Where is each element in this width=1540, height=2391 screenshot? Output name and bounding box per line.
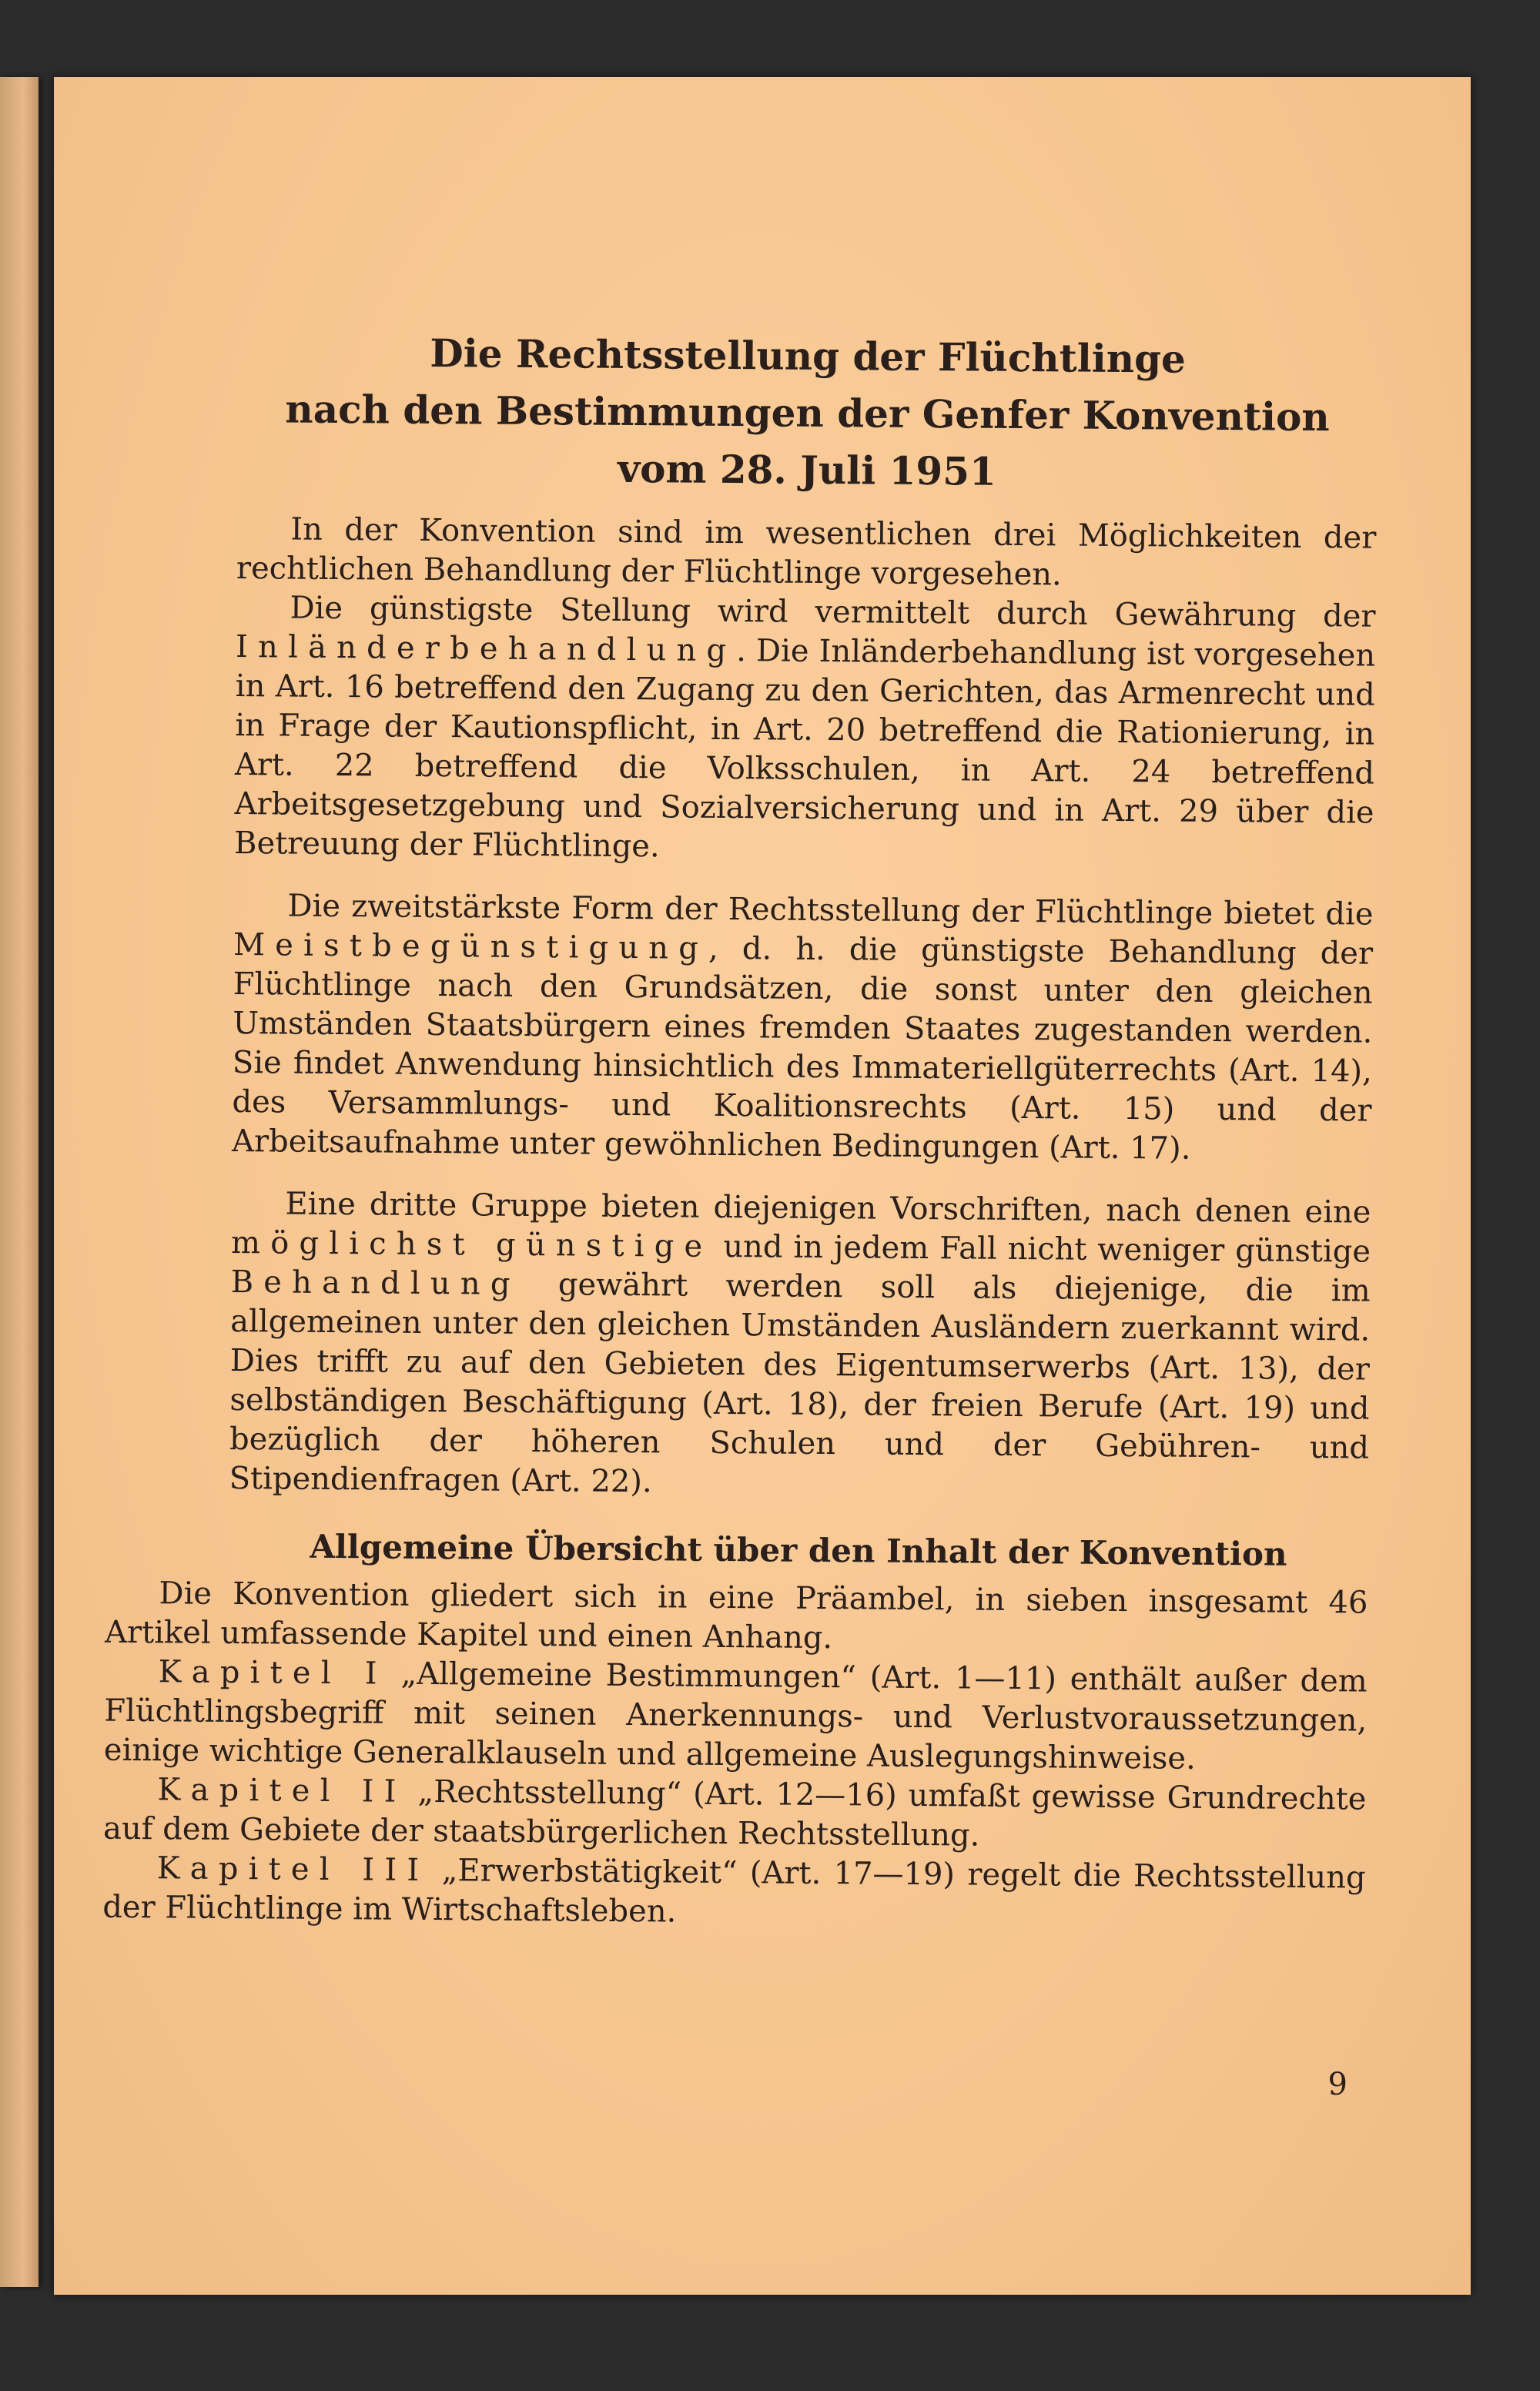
text-segment: „Allgemeine Bestimmungen“ (Art. 1—11) enthält außer dem Flüchtlingsbegriff mit seinen Anerkennungs- und Verlustvoraussetzungen, einige wichtige Generalklauseln und allgemeine Auslegungshinweise.: [103, 1656, 1368, 1777]
spaced-term: Behandlung: [230, 1264, 521, 1302]
page-title: [237, 323, 1378, 504]
text-segment: , d. h. die günstigste Behandlung der Flüchtlinge nach den Grundsätzen, die sonst unter den gleichen Umständen Staatsbürgern eines fremden Staates zugestanden werden. Sie findet Anwendung hinsichtlich des Immateriellgüterrechts (Art. 14), des Versammlungs- und Koalitionsrechts (Art. 15) und der Arbeitsaufnahme unter gewöhnlichen Bedingungen (Art. 17).: [231, 930, 1374, 1167]
title-line-1: Die Rechtsstellung der Flüchtlinge: [430, 330, 1187, 382]
paragraph-meistbeguenstigung: [232, 886, 1374, 1170]
spaced-term: möglichst günstige: [230, 1224, 713, 1264]
page-number: 9: [1327, 2067, 1348, 2102]
text-segment: Die zweitstärkste Form der Rechtsstellung der Flüchtlinge bietet die: [287, 888, 1374, 933]
spaced-term: Kapitel II: [157, 1772, 407, 1810]
title-line-3: vom 28. Juli 1951: [617, 445, 997, 494]
overview-paragraph-kapitel-2: [103, 1770, 1367, 1859]
title-line-2: nach den Bestimmungen der Genfer Konvention: [285, 386, 1330, 440]
overview-paragraph-kapitel-3: [102, 1849, 1366, 1937]
spaced-term: Meistbegünstigung: [233, 926, 709, 966]
book-page: [54, 77, 1471, 2295]
section-heading: Allgemeine Übersicht über den Inhalt der Konvention: [310, 1527, 1287, 1573]
spaced-term: Inländerbehandlung: [235, 628, 737, 669]
paragraph-inlaenderbehandlung: [234, 588, 1376, 872]
text-segment: Die günstigste Stellung wird vermittelt durch Gewährung der: [290, 590, 1376, 635]
text-segment: und in jedem Fall nicht weniger günstige: [712, 1228, 1371, 1270]
paragraph-dritte-gruppe: [229, 1184, 1371, 1508]
text-segment: „Rechtsstellung“ (Art. 12—16) umfaßt gewisse Grundrechte auf dem Gebiete der staatsbürgerlichen Rechtsstellung.: [102, 1773, 1367, 1854]
overview-paragraph-kapitel-1: [104, 1653, 1368, 1780]
paragraph-intro: In der Konvention sind im wesentlichen drei Möglichkeiten der rechtlichen Behandlung der Flüchtlinge vorgesehen.: [236, 511, 1377, 593]
text-segment: „Erwerbstätigkeit“ (Art. 17—19) regelt die Rechtsstellung der Flüchtlinge im Wirtschaftsleben.: [102, 1853, 1366, 1930]
overview-paragraph-1: Die Konvention gliedert sich in eine Präambel, in sieben insgesamt 46 Artikel umfassende Kapitel und einen Anhang.: [104, 1576, 1368, 1656]
spaced-term: Kapitel III: [156, 1850, 430, 1889]
overview-section: [102, 1574, 1368, 1937]
text-segment: gewährt werden soll als diejenige, die im allgemeinen unter den gleichen Umständen Ausländern zuerkannt wird. Dies trifft zu auf den Gebieten des Eigentumserwerbs (Art. 13), der selbständigen Beschäftigung (Art. 18), der freien Berufe (Art. 19) und bezüglich der höheren Schulen und der Gebühren- und Stipendienfragen (Art. 22).: [229, 1266, 1371, 1500]
spaced-term: Kapitel I: [158, 1654, 387, 1692]
text-segment: Eine dritte Gruppe bieten diejenigen Vorschriften, nach denen eine: [285, 1186, 1371, 1231]
text-segment: . Die Inländerbehandlung ist vorgesehen in Art. 16 betreffend den Zugang zu den Gerichten, das Armenrecht und in Frage der Kautionspflicht, in Art. 20 betreffend die Rationierung, in Art. 22 betreffend die Volksschulen, in Art. 24 betreffend Arbeitsgesetzgebung und Sozialversicherung und in Art. 29 über die Betreuung der Flüchtlinge.: [233, 633, 1376, 865]
page-content: [102, 270, 1378, 1937]
previous-page-edge: [0, 77, 38, 2287]
